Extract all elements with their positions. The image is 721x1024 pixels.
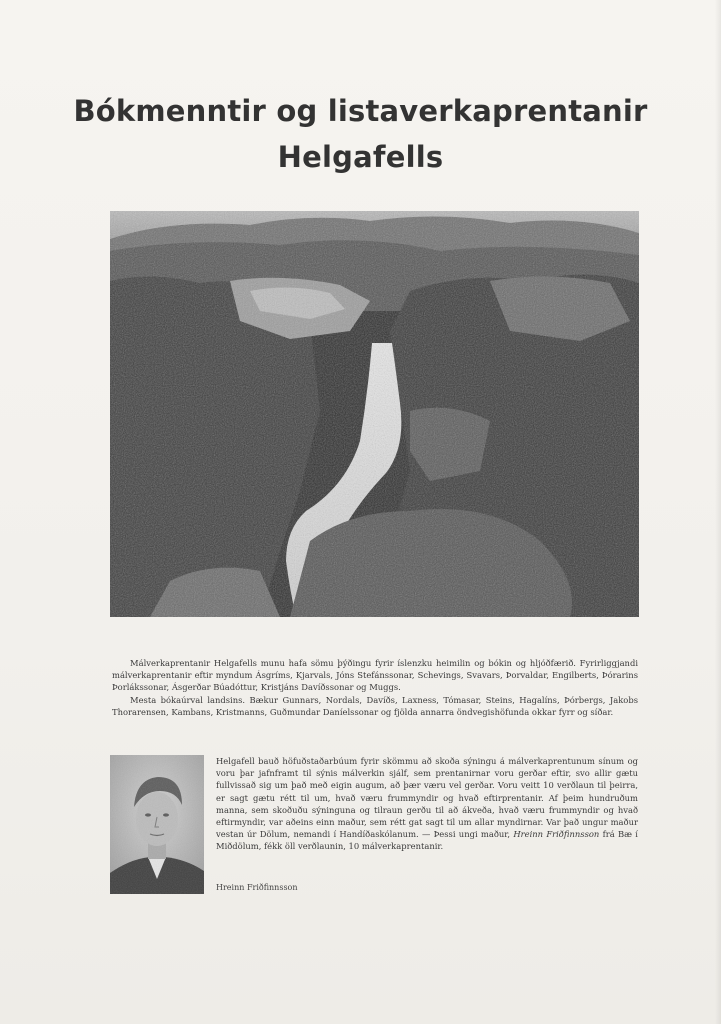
paragraph-exhibition-text-end: frá Bæ í Miðdölum, fékk öll verðlaunin, 10 málverkaprentanir. (216, 829, 638, 852)
paragraph-exhibition (216, 755, 638, 853)
paragraph-prints: Málverkaprentanir Helgafells munu hafa sömu þýðingu fyrir íslenzku heimilin og bókin og hljóðfærið. Fyrirliggjandi málverkaprentanir eftir myndum Ásgríms, Kjarvals, Jóns Stefánssonar, Schevings, Svavars, Þorvaldar, Engilberts, Þórarins Þorlákssonar, Ásgerðar Búadóttur, Kristjáns Davíðssonar og Muggs. (112, 658, 638, 693)
page-title-line-1: Bókmenntir og listaverkaprentanir (73, 94, 648, 128)
landscape-painting-reproduction (110, 211, 639, 617)
page-edge-shadow (715, 0, 721, 1024)
portrait-caption: Hreinn Friðfinnsson (216, 883, 298, 892)
page-title-line-2: Helgafells (277, 140, 444, 174)
paragraph-exhibition-name: Hreinn Friðfinnsson (513, 829, 600, 840)
paragraph-books: Mesta bókaúrval landsins. Bækur Gunnars, Nordals, Davíðs, Laxness, Tómasar, Steins, Hagalíns, Þórbergs, Jakobs Thorarensen, Kambans, Kristmanns, Guðmundar Daníelssonar og fjölda annarra öndvegishöfunda okkar fyrr og síðar. (112, 695, 638, 718)
portrait-photo (110, 755, 204, 894)
portrait-image (110, 755, 204, 894)
landscape-painting-image (110, 211, 639, 617)
paragraph-exhibition-text: Helgafell bauð höfuðstaðarbúum fyrir skömmu að skoða sýningu á málverkaprentunum sínum og voru þar jafnframt til sýnis málverkin sjálf, sem prentanirnar voru gerðar eftir, svo allir gætu fullvissað sig um það með eigin augum, að þær væru vel gerðar. Voru veitt 10 verðlaun til þeirra, er sagt gætu rétt til um, hvað væru frummyndir og hvað eftirprentanir. Af þeim hundruðum manna, sem skoðuðu sýninguna og tilraun gerðu til að ákveða, hvað væru frummyndir og hvað eftirmyndir, var aðeins einn maður, sem rétt gat sagt til um allar myndirnar. Var það ungur maður vestan úr Dölum, nemandi í Handíðaskólanum. — Þessi ungi maður, (216, 756, 638, 840)
